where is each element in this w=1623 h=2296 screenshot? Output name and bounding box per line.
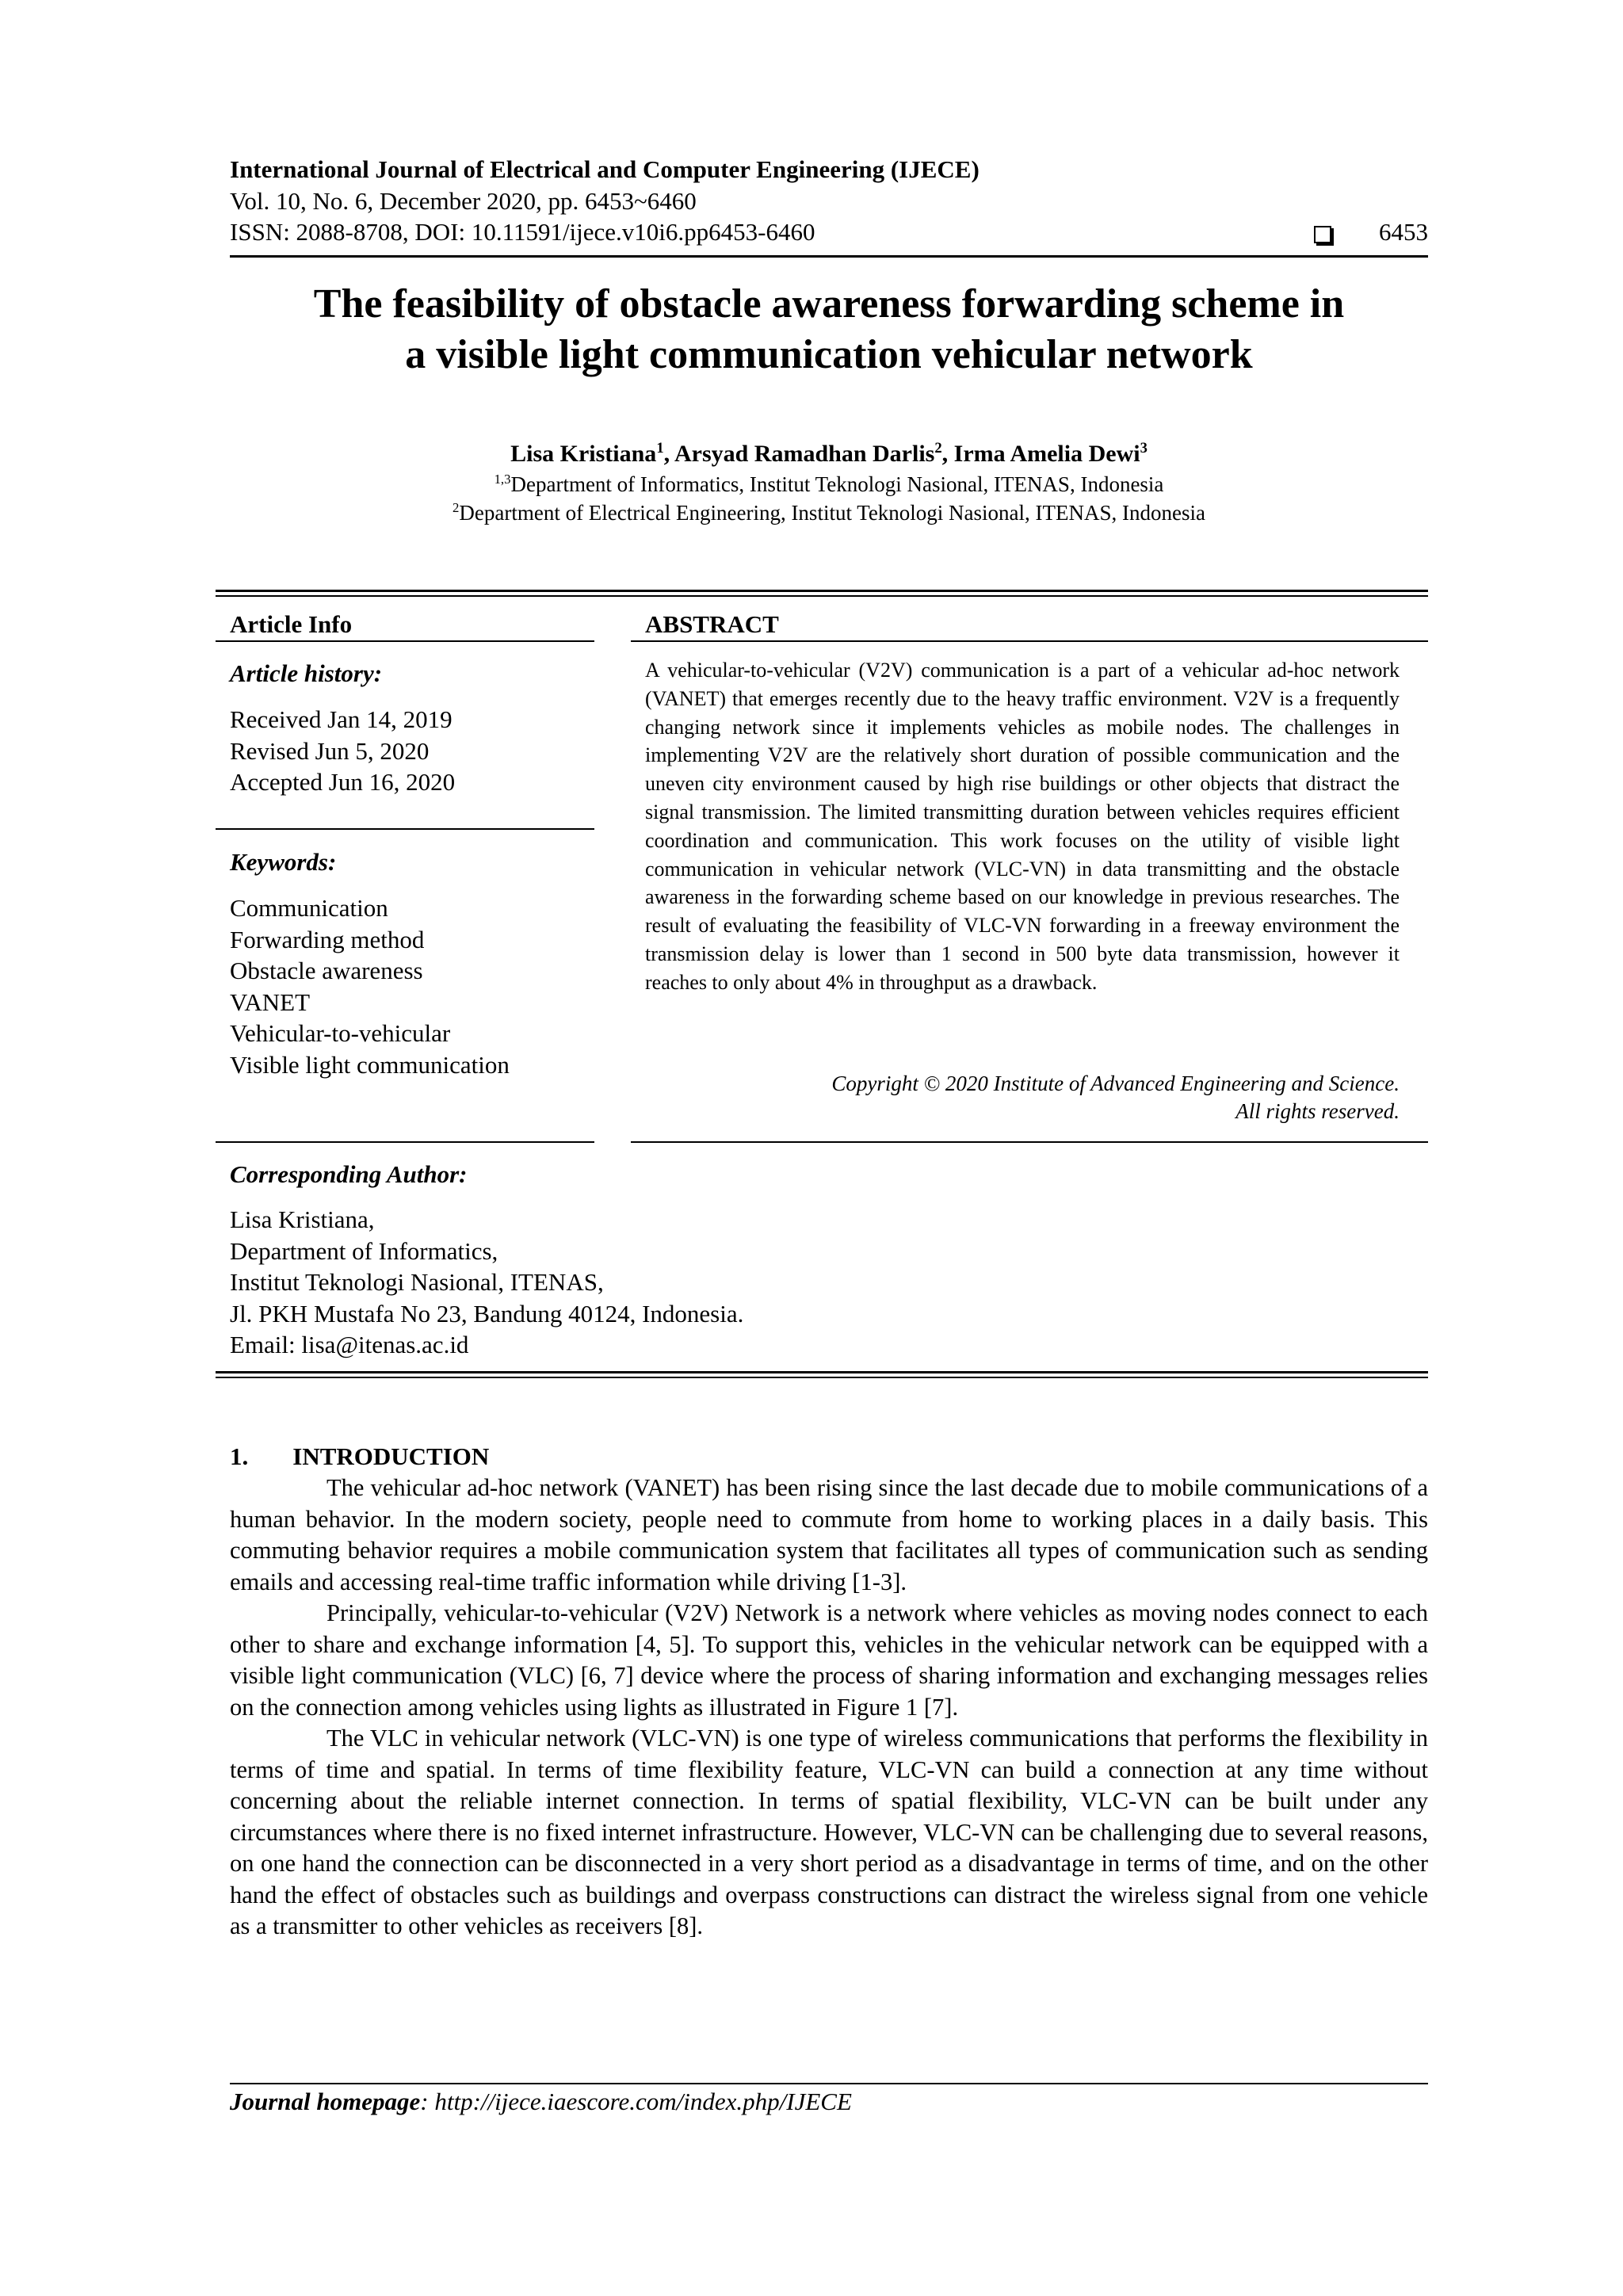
- corresponding-details: [230, 1204, 743, 1361]
- homepage-url[interactable]: : http://ijece.iaescore.com/index.php/IJECE: [420, 2088, 852, 2115]
- copyright-line-2: All rights reserved.: [1235, 1099, 1400, 1123]
- copyright: [645, 1070, 1400, 1125]
- intro-paragraph: Principally, vehicular-to-vehicular (V2V) Network is a network where vehicles as moving nodes connect to each other to share and exchange information [4, 5]. To support this, vehicles in the vehicular network can be equipped with a visible light communication (VLC) [6, 7] device where the process of sharing information and exchanging messages relies on the connection among vehicles using lights as illustrated in Figure 1 [7].: [230, 1599, 1428, 1721]
- title-line-2: a visible light communication vehicular network: [405, 332, 1253, 377]
- copyright-line-1: Copyright © 2020 Institute of Advanced Engineering and Science.: [831, 1072, 1400, 1095]
- introduction-heading: [230, 1442, 489, 1471]
- corresponding-line: Lisa Kristiana,: [230, 1205, 375, 1233]
- author-3: Irma Amelia Dewi: [953, 441, 1140, 467]
- affiliation-2: [230, 499, 1428, 526]
- section-number: 1.: [230, 1442, 249, 1470]
- abstract-text: A vehicular-to-vehicular (V2V) communication is a part of a vehicular ad-hoc network (VANET) that emerges recently due to the heavy traffic environment. V2V is a frequently changing network since it implements vehicles as mobile nodes. The challenges in implementing V2V are the relatively short duration of possible communication and the uneven city environment caused by high rise buildings or other objects that distract the signal transmission. The limited transmitting duration between vehicles requires efficient coordination and communication. This work focuses on the utility of visible light communication in vehicular network (VLC-VN) in data transmitting and the obstacle awareness in the forwarding scheme based on our knowledge in previous researches. The result of evaluating the feasibility of VLC-VN forwarding in a freeway environment the transmission delay is lower than 1 second in 500 byte data transmission, however it reaches to only about 4% in throughput as a drawback.: [645, 659, 1400, 994]
- keywords-list: [230, 892, 510, 1080]
- affiliation-1-sup: 1,3: [494, 472, 511, 487]
- affiliation-2-text: Department of Electrical Engineering, Institut Teknologi Nasional, ITENAS, Indonesia: [459, 501, 1205, 525]
- infobox-bottom-rule-2: [216, 1377, 1428, 1378]
- revised-date: Revised Jun 5, 2020: [230, 736, 430, 765]
- author-separator: ,: [663, 441, 674, 467]
- infobox-top-rule: [216, 590, 1428, 592]
- affiliation-1: [230, 471, 1428, 498]
- author-2: Arsyad Ramadhan Darlis: [674, 441, 935, 467]
- abstract-bottom-rule: [631, 1141, 1428, 1143]
- author-3-sup: 3: [1140, 440, 1148, 457]
- article-info-heading: Article Info: [230, 610, 353, 638]
- intro-paragraph: The vehicular ad-hoc network (VANET) has been rising since the last decade due to mobile communications of a human behavior. In the modern society, people need to commute from home to working places in a daily basis. This commuting behavior requires a mobile communication system that facilitates all types of communication such as sending emails and accessing real-time traffic information while driving [1-3].: [230, 1474, 1428, 1595]
- accepted-date: Accepted Jun 16, 2020: [230, 768, 456, 796]
- author-1: Lisa Kristiana: [510, 441, 657, 467]
- intro-paragraph: The VLC in vehicular network (VLC-VN) is one type of wireless communications that performs the flexibility in terms of time and spatial. In terms of time flexibility feature, VLC-VN can build a connection at any time without concerning about the reliable internet connection. In terms of spatial flexibility, VLC-VN can be built under any circumstances where there is no fixed internet infrastructure. However, VLC-VN can be challenging due to several reasons, on one hand the connection can be disconnected in a very short period as a disadvantage in terms of time, and on the other hand the effect of obstacles such as buildings and overpass constructions can distract the wireless signal from one vehicle as a transmitter to other vehicles as receivers [8].: [230, 1725, 1428, 1939]
- affiliation-1-text: Department of Informatics, Institut Teknologi Nasional, ITENAS, Indonesia: [510, 472, 1164, 496]
- journal-title: International Journal of Electrical and Computer Engineering (IJECE): [230, 155, 980, 183]
- footer-rule: [230, 2083, 1428, 2084]
- keyword: Forwarding method: [230, 925, 425, 953]
- history-rule: [216, 828, 594, 830]
- corresponding-line: Institut Teknologi Nasional, ITENAS,: [230, 1268, 604, 1296]
- header-rule: [230, 255, 1428, 258]
- corresponding-line: Jl. PKH Mustafa No 23, Bandung 40124, Indonesia.: [230, 1299, 744, 1328]
- keyword: Visible light communication: [230, 1050, 510, 1079]
- keyword: Vehicular-to-vehicular: [230, 1019, 451, 1047]
- article-info-rule: [216, 640, 594, 642]
- author-list: [230, 440, 1428, 468]
- corresponding-line: Department of Informatics,: [230, 1236, 498, 1265]
- section-title: INTRODUCTION: [292, 1442, 490, 1470]
- keywords-rule: [216, 1141, 594, 1143]
- author-2-sup: 2: [934, 440, 942, 457]
- received-date: Received Jan 14, 2019: [230, 705, 453, 733]
- history-dates: [230, 704, 455, 798]
- author-1-sup: 1: [656, 440, 664, 457]
- abstract-heading: ABSTRACT: [645, 610, 779, 638]
- abstract-rule: [631, 640, 1428, 642]
- page-number: 6453: [1379, 218, 1428, 246]
- keyword: VANET: [230, 988, 311, 1016]
- affiliation-2-sup: 2: [453, 500, 460, 515]
- page-number-block: [1314, 217, 1428, 247]
- journal-volume: Vol. 10, No. 6, December 2020, pp. 6453~6460: [230, 187, 697, 215]
- introduction-body: [230, 1473, 1428, 1943]
- keyword: Communication: [230, 894, 388, 922]
- keyword: Obstacle awareness: [230, 957, 423, 984]
- article-history-heading: Article history:: [230, 659, 383, 687]
- keywords-heading: Keywords:: [230, 848, 337, 876]
- infobox-bottom-rule: [216, 1371, 1428, 1373]
- author-separator: ,: [941, 441, 954, 467]
- corresponding-heading: Corresponding Author:: [230, 1160, 468, 1188]
- infobox-top-rule-2: [216, 595, 1428, 597]
- corresponding-email: Email: lisa@itenas.ac.id: [230, 1331, 469, 1358]
- square-bullet-icon: [1314, 226, 1331, 243]
- journal-homepage: [230, 2088, 852, 2116]
- journal-issn: ISSN: 2088-8708, DOI: 10.11591/ijece.v10i6.pp6453-6460: [230, 218, 815, 246]
- homepage-label: Journal homepage: [230, 2088, 421, 2115]
- paper-title: [230, 279, 1428, 380]
- title-line-1: The feasibility of obstacle awareness forwarding scheme in: [313, 281, 1345, 327]
